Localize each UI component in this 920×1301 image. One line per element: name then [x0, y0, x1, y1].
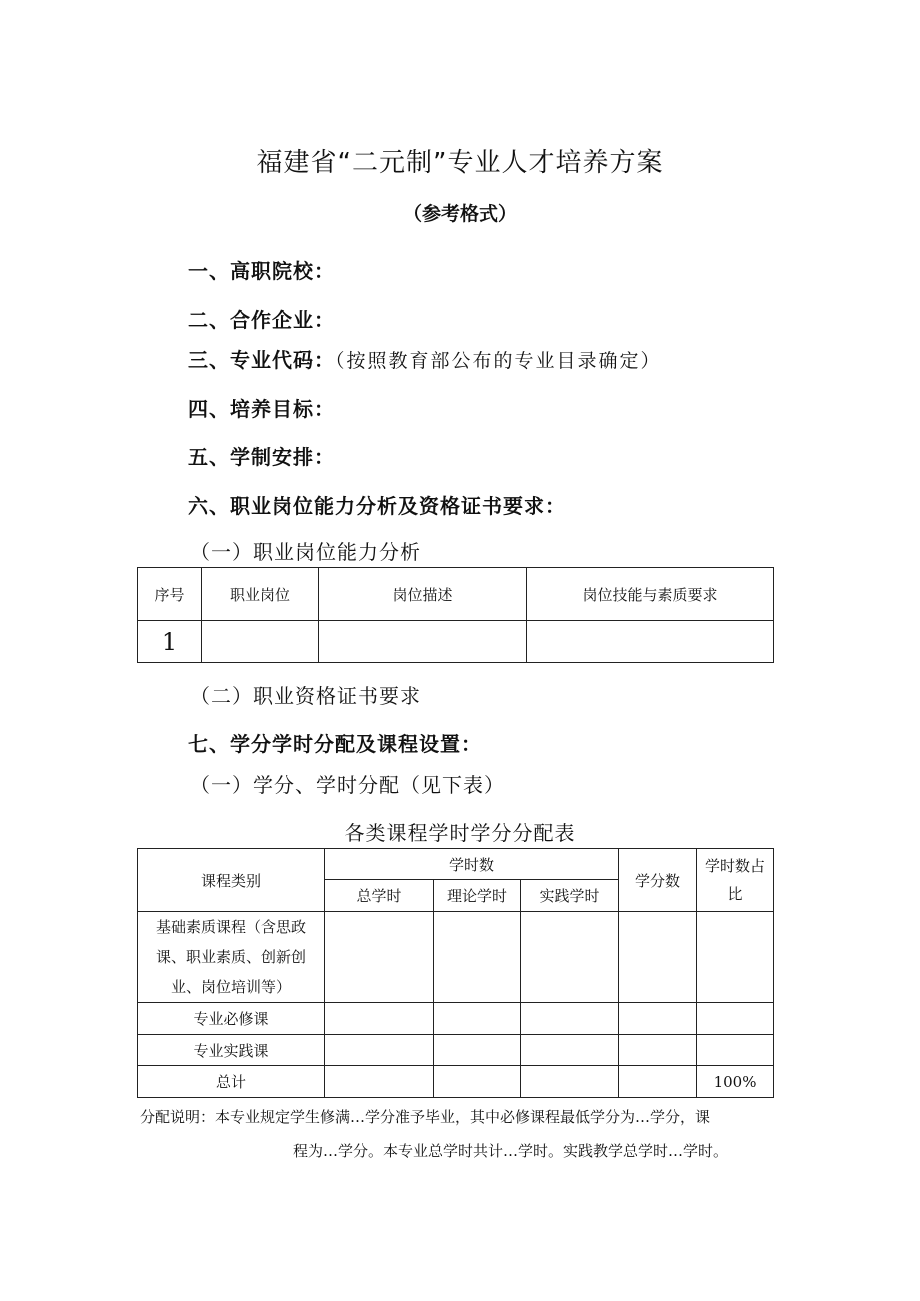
table-caption: 各类课程学时学分分配表 [344, 821, 576, 845]
table-cell [434, 1003, 521, 1035]
header-cell: 序号 [138, 568, 202, 621]
table-cell [521, 1035, 619, 1066]
table-cell: 专业实践课 [138, 1035, 325, 1066]
table-cell: 专业必修课 [138, 1003, 325, 1035]
table-header-row [138, 849, 774, 880]
credit-hour-table [137, 848, 774, 1098]
section-3 [188, 344, 662, 373]
table-cell [527, 621, 774, 663]
header-cell: 实践学时 [521, 880, 619, 912]
section-7-sub-1: （一）学分、学时分配（见下表） [190, 773, 505, 797]
section-6: 六、职业岗位能力分析及资格证书要求： [188, 494, 566, 518]
table-cell [697, 1003, 774, 1035]
table-cell [325, 1035, 434, 1066]
table-row [138, 1066, 774, 1098]
table-cell [619, 1035, 697, 1066]
header-cell: 学时数 [325, 849, 619, 880]
table-cell [325, 1066, 434, 1098]
section-6-sub-2: （二）职业资格证书要求 [190, 684, 421, 708]
table-row [138, 912, 774, 1003]
section-5: 五、学制安排： [188, 445, 335, 469]
table-cell: 基础素质课程（含思政课、职业素质、创新创业、岗位培训等） [138, 912, 325, 1003]
table-row [138, 621, 774, 663]
table-cell [521, 912, 619, 1003]
table-cell [434, 1066, 521, 1098]
page-title: 福建省“二元制”专业人才培养方案 [256, 148, 664, 178]
header-cell: 学时数占比 [697, 849, 774, 912]
table-cell [202, 621, 319, 663]
header-cell: 岗位描述 [319, 568, 527, 621]
table-header-row [138, 568, 774, 621]
table-cell [325, 1003, 434, 1035]
table-cell [521, 1003, 619, 1035]
table-cell [319, 621, 527, 663]
header-cell: 学分数 [619, 849, 697, 912]
page-subtitle: （参考格式） [402, 203, 517, 225]
table-cell [434, 912, 521, 1003]
job-ability-table [137, 567, 774, 663]
table-cell [697, 1035, 774, 1066]
header-cell: 职业岗位 [202, 568, 319, 621]
section-2: 二、合作企业： [188, 308, 335, 332]
section-1: 一、高职院校： [188, 259, 335, 283]
table-cell [325, 912, 434, 1003]
section-3-note: （按照教育部公布的专业目录确定） [335, 350, 662, 372]
table-cell: 100% [697, 1066, 774, 1098]
table-cell [619, 1066, 697, 1098]
table-cell [697, 912, 774, 1003]
header-cell: 理论学时 [434, 880, 521, 912]
table-cell: 总计 [138, 1066, 325, 1098]
table-cell [619, 912, 697, 1003]
section-3-label: 三、专业代码： [188, 348, 335, 372]
table-cell: 1 [138, 621, 202, 663]
header-cell: 总学时 [325, 880, 434, 912]
allocation-note-line-2: 程为…学分。本专业总学时共计…学时。实践教学总学时…学时。 [293, 1142, 729, 1160]
table-cell [619, 1003, 697, 1035]
header-cell: 岗位技能与素质要求 [527, 568, 774, 621]
section-4: 四、培养目标： [188, 397, 335, 421]
table-row [138, 1003, 774, 1035]
table-cell [434, 1035, 521, 1066]
table-row [138, 1035, 774, 1066]
table-cell [521, 1066, 619, 1098]
allocation-note-line-1: 分配说明：本专业规定学生修满…学分准予毕业，其中必修课程最低学分为…学分，课 [140, 1108, 711, 1126]
section-6-sub-1: （一）职业岗位能力分析 [190, 540, 421, 564]
section-7: 七、学分学时分配及课程设置： [188, 732, 482, 756]
header-cell: 课程类别 [138, 849, 325, 912]
